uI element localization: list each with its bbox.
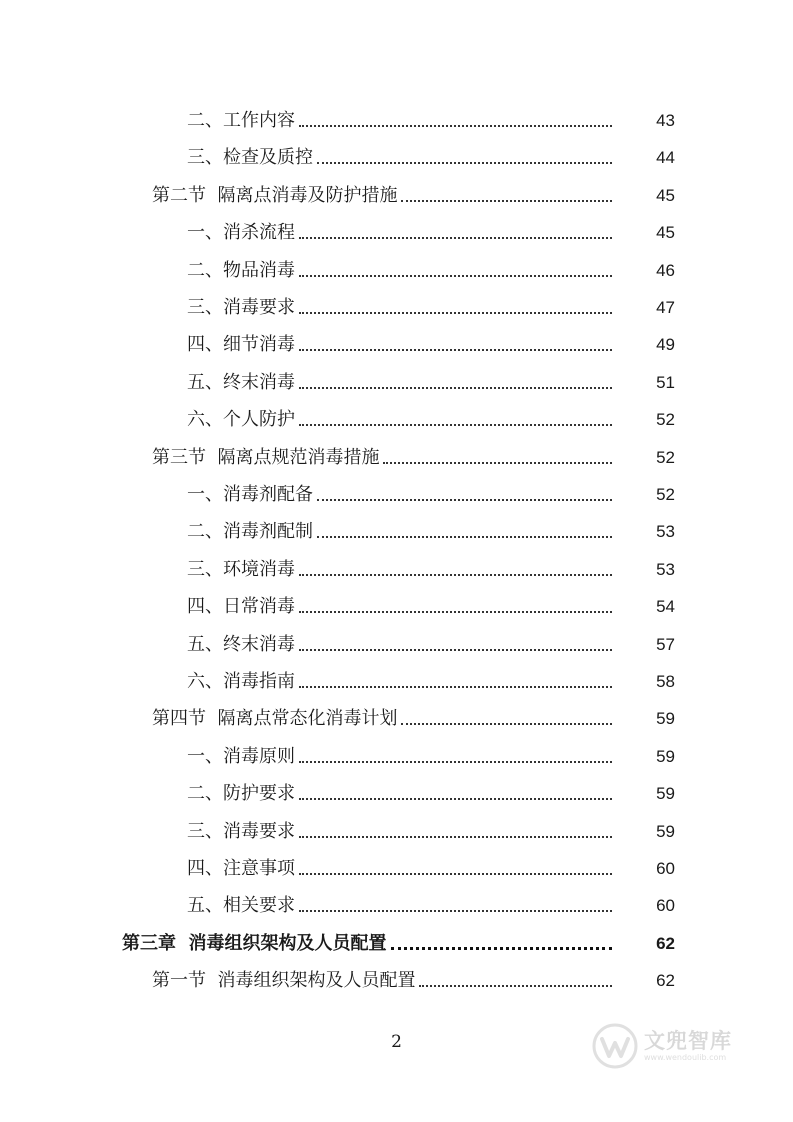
toc-entry[interactable] [0, 368, 793, 394]
toc-dot-leader [299, 574, 612, 576]
toc-entry-number: 第三章 [122, 932, 189, 954]
toc-entry-title: 消毒组织架构及人员配置 [188, 932, 387, 954]
toc-entry-title: 消毒要求 [223, 820, 295, 842]
toc-dot-leader [299, 275, 612, 277]
toc-entry[interactable] [0, 817, 793, 843]
toc-entry-page: 57 [656, 634, 675, 654]
toc-entry[interactable] [0, 929, 793, 955]
toc-entry-number: 第四节 [152, 708, 218, 730]
toc-entry-title: 隔离点常态化消毒计划 [217, 708, 398, 730]
toc-entry[interactable] [0, 517, 793, 543]
toc-dot-leader [391, 947, 612, 950]
toc-dot-leader [299, 910, 612, 912]
toc-dot-leader [317, 499, 612, 501]
toc-entry[interactable] [0, 742, 793, 768]
toc-entry[interactable] [0, 779, 793, 805]
toc-entry[interactable] [0, 555, 793, 581]
toc-entry-title: 隔离点消毒及防护措施 [217, 184, 398, 206]
toc-entry-title: 消毒剂配制 [223, 521, 313, 543]
toc-dot-leader [419, 985, 612, 987]
page-number: 2 [391, 1032, 402, 1052]
toc-entry-title: 消毒原则 [223, 745, 295, 767]
toc-entry-title: 细节消毒 [223, 334, 295, 356]
toc-entry-title: 个人防护 [223, 409, 295, 431]
toc-entry-title: 消杀流程 [223, 222, 295, 244]
toc-entry-title: 消毒剂配备 [223, 484, 313, 505]
toc-entry-title: 终末消毒 [223, 371, 295, 393]
toc-entry-number: 三、 [187, 147, 223, 169]
watermark-name: 文兜智库 [644, 1028, 732, 1053]
toc-entry-title: 工作内容 [223, 110, 295, 131]
toc-entry-number: 一、 [187, 222, 223, 244]
toc-entry-number: 六、 [187, 409, 223, 431]
toc-dot-leader [299, 611, 612, 613]
toc-entry-page: 46 [656, 260, 675, 280]
toc-entry-title: 消毒要求 [223, 297, 295, 318]
toc-dot-leader [299, 686, 612, 688]
toc-entry-number: 第三节 [152, 446, 218, 468]
toc-entry-page: 53 [656, 559, 675, 579]
toc-entry[interactable] [0, 218, 793, 244]
toc-entry-page: 59 [656, 821, 675, 841]
toc-dot-leader [299, 649, 612, 651]
toc-entry-page: 62 [656, 933, 675, 953]
toc-entry-number: 一、 [187, 484, 223, 505]
toc-entry-page: 44 [656, 148, 675, 168]
toc-entry-number: 五、 [187, 633, 223, 655]
toc-entry-page: 58 [656, 672, 675, 691]
toc-entry-page: 52 [656, 410, 675, 430]
toc-entry-page: 52 [656, 485, 675, 504]
toc-dot-leader [299, 312, 612, 314]
toc-entry-number: 一、 [187, 745, 223, 767]
toc-dot-leader [299, 798, 612, 800]
toc-entry[interactable] [0, 891, 793, 917]
toc-entry-title: 日常消毒 [223, 596, 295, 618]
toc-entry-title: 终末消毒 [223, 633, 295, 655]
toc-dot-leader [299, 836, 612, 838]
toc-entry[interactable] [0, 330, 793, 356]
toc-entry-title: 消毒指南 [223, 671, 295, 692]
toc-entry-page: 59 [656, 746, 675, 766]
toc-entry-page: 62 [656, 971, 675, 991]
watermark-url: www.wendoulib.com [644, 1052, 727, 1062]
toc-entry-page: 60 [656, 896, 675, 916]
toc-entry-title: 注意事项 [223, 858, 295, 879]
toc-entry-title: 环境消毒 [223, 558, 295, 580]
toc-dot-leader [401, 723, 612, 725]
toc-entry-page: 49 [656, 335, 675, 355]
toc-dot-leader [383, 462, 612, 464]
toc-entry[interactable] [0, 704, 793, 730]
toc-entry-number: 二、 [187, 783, 223, 805]
toc-entry-page: 51 [656, 372, 675, 392]
toc-dot-leader [317, 536, 612, 538]
toc-entry-number: 二、 [187, 259, 223, 281]
toc-entry[interactable] [0, 293, 793, 319]
toc-entry-page: 45 [656, 223, 675, 243]
toc-entry-number: 四、 [187, 858, 223, 879]
toc-entry[interactable] [0, 667, 793, 693]
toc-entry-number: 三、 [187, 820, 223, 842]
toc-dot-leader [299, 761, 612, 763]
toc-entry-page: 59 [656, 784, 675, 804]
toc-entry-page: 52 [656, 447, 675, 467]
toc-entry-number: 三、 [187, 297, 223, 318]
toc-entry-number: 二、 [187, 110, 223, 131]
toc-entry-page: 53 [656, 522, 675, 542]
toc-dot-leader [317, 162, 612, 164]
stylized-w-logo-icon [590, 1021, 640, 1071]
toc-entry[interactable] [0, 966, 793, 992]
toc-entry[interactable] [0, 630, 793, 656]
toc-entry[interactable] [0, 256, 793, 282]
toc-dot-leader [401, 200, 612, 202]
toc-entry-title: 消毒组织架构及人员配置 [217, 970, 416, 992]
toc-entry-number: 五、 [187, 895, 223, 917]
toc-dot-leader [299, 873, 612, 875]
toc-entry[interactable] [0, 854, 793, 880]
toc-dot-leader [299, 237, 612, 239]
toc-entry-page: 43 [656, 111, 675, 130]
toc-entry[interactable] [0, 443, 793, 469]
toc-entry-title: 检查及质控 [223, 147, 313, 169]
toc-entry[interactable] [0, 405, 793, 431]
toc-entry-number: 四、 [187, 596, 223, 618]
toc-dot-leader [299, 125, 612, 127]
toc-entry-number: 第二节 [152, 184, 218, 206]
toc-dot-leader [299, 349, 612, 351]
toc-entry-page: 45 [656, 185, 675, 205]
toc-entry-title: 隔离点规范消毒措施 [217, 446, 380, 468]
toc-entry[interactable] [0, 592, 793, 618]
toc-entry-page: 60 [656, 859, 675, 878]
toc-dot-leader [299, 387, 612, 389]
toc-entry-number: 四、 [187, 334, 223, 356]
toc-entry-number: 三、 [187, 558, 223, 580]
toc-entry-page: 54 [656, 597, 675, 617]
toc-entry-number: 五、 [187, 371, 223, 393]
toc-entry-title: 相关要求 [223, 895, 295, 917]
toc-entry[interactable] [0, 143, 793, 169]
toc-entry-title: 防护要求 [223, 783, 295, 805]
toc-entry-number: 六、 [187, 671, 223, 692]
toc-entry-number: 第一节 [152, 970, 218, 992]
toc-dot-leader [299, 424, 612, 426]
toc-entry[interactable] [0, 480, 793, 506]
toc-entry-page: 47 [656, 298, 675, 317]
watermark [590, 1018, 760, 1074]
toc-entry-title: 物品消毒 [223, 259, 295, 281]
toc-entry-page: 59 [656, 709, 675, 729]
toc-entry-number: 二、 [187, 521, 223, 543]
toc-entry[interactable] [0, 106, 793, 132]
toc-entry[interactable] [0, 181, 793, 207]
